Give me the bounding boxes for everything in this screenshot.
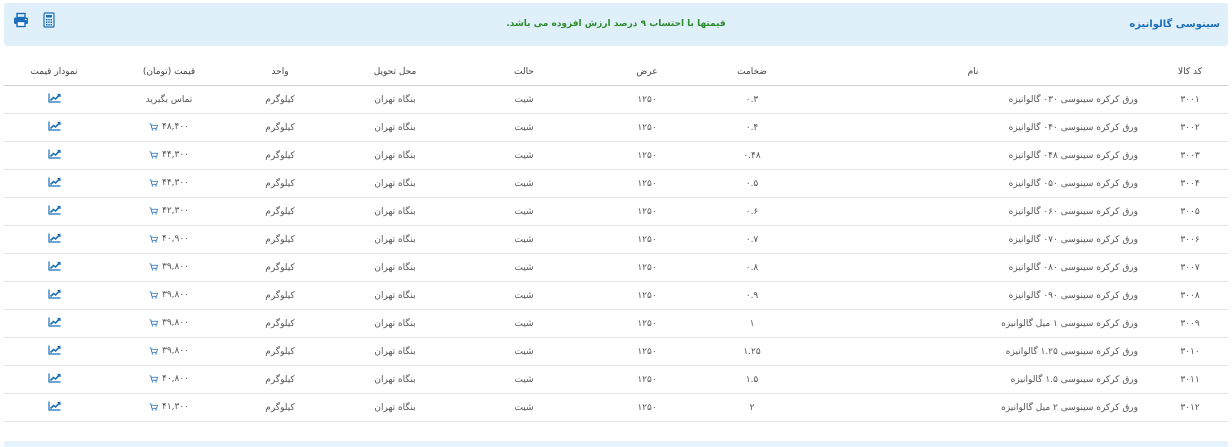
cell-delivery: بنگاه تهران bbox=[326, 394, 464, 422]
table-row bbox=[4, 198, 1228, 226]
footer-bar bbox=[4, 441, 1228, 447]
cart-icon[interactable] bbox=[149, 151, 158, 159]
cell-thickness: ۱.۲۵ bbox=[710, 338, 794, 366]
cell-code: ۳۰۰۳ bbox=[1152, 142, 1228, 170]
price-value[interactable] bbox=[149, 262, 189, 272]
cell-chart[interactable] bbox=[4, 142, 104, 170]
table-row bbox=[4, 394, 1228, 422]
price-value bbox=[146, 95, 193, 105]
header-tools bbox=[13, 12, 57, 28]
cell-delivery: بنگاه تهران bbox=[326, 226, 464, 254]
line-chart-icon[interactable] bbox=[48, 373, 61, 383]
cell-price[interactable] bbox=[104, 198, 234, 226]
price-value[interactable] bbox=[149, 290, 189, 300]
table-row bbox=[4, 142, 1228, 170]
cell-code: ۳۰۰۶ bbox=[1152, 226, 1228, 254]
price-value[interactable] bbox=[149, 374, 189, 384]
cell-unit: کیلوگرم bbox=[234, 310, 326, 338]
cell-thickness: ۰.۹ bbox=[710, 282, 794, 310]
cell-price[interactable] bbox=[104, 310, 234, 338]
cell-state: شیت bbox=[464, 310, 584, 338]
cell-state: شیت bbox=[464, 170, 584, 198]
price-text: ۴۰,۹۰۰ bbox=[161, 233, 190, 244]
cell-code: ۳۰۰۹ bbox=[1152, 310, 1228, 338]
cell-code: ۳۰۰۲ bbox=[1152, 114, 1228, 142]
cell-thickness: ۰.۳ bbox=[710, 86, 794, 114]
cell-delivery: بنگاه تهران bbox=[326, 338, 464, 366]
cell-code: ۳۰۰۴ bbox=[1152, 170, 1228, 198]
cell-code: ۳۰۰۷ bbox=[1152, 254, 1228, 282]
cart-icon[interactable] bbox=[149, 403, 158, 411]
cell-code: ۳۰۱۲ bbox=[1152, 394, 1228, 422]
price-text: تماس بگیرید bbox=[145, 94, 193, 105]
cell-delivery: بنگاه تهران bbox=[326, 366, 464, 394]
line-chart-icon[interactable] bbox=[48, 121, 61, 131]
cell-thickness: ۱ bbox=[710, 310, 794, 338]
line-chart-icon[interactable] bbox=[48, 205, 61, 215]
table-row bbox=[4, 170, 1228, 198]
cell-unit: کیلوگرم bbox=[234, 338, 326, 366]
cell-price[interactable] bbox=[104, 254, 234, 282]
cart-icon[interactable] bbox=[149, 291, 158, 299]
cart-icon[interactable] bbox=[149, 179, 158, 187]
table-row bbox=[4, 282, 1228, 310]
line-chart-icon[interactable] bbox=[48, 289, 61, 299]
price-text: ۴۸,۴۰۰ bbox=[161, 121, 190, 132]
col-header-name[interactable]: نام bbox=[794, 59, 1152, 86]
price-value[interactable] bbox=[149, 234, 189, 244]
page-title: سینوسی گالوانیزه bbox=[1129, 19, 1220, 30]
cell-code: ۳۰۱۱ bbox=[1152, 366, 1228, 394]
price-value[interactable] bbox=[149, 150, 189, 160]
cell-code: ۳۰۰۱ bbox=[1152, 86, 1228, 114]
cell-unit: کیلوگرم bbox=[234, 114, 326, 142]
cell-state: شیت bbox=[464, 338, 584, 366]
table-header-row bbox=[4, 59, 1228, 86]
cell-state: شیت bbox=[464, 114, 584, 142]
cell-width: ۱۲۵۰ bbox=[584, 86, 710, 114]
col-header-price[interactable]: قیمت (تومان) bbox=[104, 59, 234, 86]
table-row bbox=[4, 338, 1228, 366]
price-value[interactable] bbox=[149, 122, 189, 132]
line-chart-icon[interactable] bbox=[48, 149, 61, 159]
price-text: ۴۴,۳۰۰ bbox=[161, 149, 190, 160]
cell-width: ۱۲۵۰ bbox=[584, 254, 710, 282]
price-value[interactable] bbox=[149, 346, 189, 356]
cell-unit: کیلوگرم bbox=[234, 142, 326, 170]
cell-state: شیت bbox=[464, 394, 584, 422]
cell-delivery: بنگاه تهران bbox=[326, 198, 464, 226]
vat-note: قیمتها با احتساب ۹ درصد ارزش افزوده می باشد. bbox=[506, 19, 726, 29]
price-text: ۴۲,۳۰۰ bbox=[161, 205, 190, 216]
cell-unit: کیلوگرم bbox=[234, 198, 326, 226]
cell-unit: کیلوگرم bbox=[234, 254, 326, 282]
cell-delivery: بنگاه تهران bbox=[326, 114, 464, 142]
cell-delivery: بنگاه تهران bbox=[326, 142, 464, 170]
line-chart-icon[interactable] bbox=[48, 345, 61, 355]
cell-name: ورق کرکره سینوسی ۰۴۸ گالوانیزه bbox=[794, 142, 1152, 170]
line-chart-icon[interactable] bbox=[48, 401, 61, 411]
cell-thickness: ۲ bbox=[710, 394, 794, 422]
cell-delivery: بنگاه تهران bbox=[326, 86, 464, 114]
table-row bbox=[4, 86, 1228, 114]
cell-name: ورق کرکره سینوسی ۰۳۰ گالوانیزه bbox=[794, 86, 1152, 114]
cell-unit: کیلوگرم bbox=[234, 282, 326, 310]
cell-name: ورق کرکره سینوسی ۰۴۰ گالوانیزه bbox=[794, 114, 1152, 142]
cell-delivery: بنگاه تهران bbox=[326, 254, 464, 282]
line-chart-icon[interactable] bbox=[48, 93, 61, 103]
price-text: ۴۴,۳۰۰ bbox=[161, 177, 190, 188]
cell-state: شیت bbox=[464, 226, 584, 254]
cell-unit: کیلوگرم bbox=[234, 366, 326, 394]
cell-width: ۱۲۵۰ bbox=[584, 282, 710, 310]
cell-name: ورق کرکره سینوسی ۱.۵ گالوانیزه bbox=[794, 366, 1152, 394]
cart-icon[interactable] bbox=[149, 347, 158, 355]
line-chart-icon[interactable] bbox=[48, 317, 61, 327]
cell-width: ۱۲۵۰ bbox=[584, 310, 710, 338]
cell-chart[interactable] bbox=[4, 226, 104, 254]
cell-delivery: بنگاه تهران bbox=[326, 282, 464, 310]
price-value[interactable] bbox=[149, 402, 189, 412]
cell-chart[interactable] bbox=[4, 282, 104, 310]
cell-price[interactable] bbox=[104, 338, 234, 366]
cell-width: ۱۲۵۰ bbox=[584, 366, 710, 394]
cell-state: شیت bbox=[464, 142, 584, 170]
cell-state: شیت bbox=[464, 366, 584, 394]
col-header-state[interactable]: حالت bbox=[464, 59, 584, 86]
table-row bbox=[4, 310, 1228, 338]
cell-name: ورق کرکره سینوسی ۱ میل گالوانیزه bbox=[794, 310, 1152, 338]
col-header-width[interactable]: عرض bbox=[584, 59, 710, 86]
cart-icon[interactable] bbox=[149, 319, 158, 327]
header-bar bbox=[4, 3, 1228, 46]
cell-width: ۱۲۵۰ bbox=[584, 338, 710, 366]
cell-chart[interactable] bbox=[4, 198, 104, 226]
cell-thickness: ۰.۶ bbox=[710, 198, 794, 226]
cell-code: ۳۰۰۸ bbox=[1152, 282, 1228, 310]
cell-name: ورق کرکره سینوسی ۱.۲۵ گالوانیزه bbox=[794, 338, 1152, 366]
cell-price[interactable] bbox=[104, 142, 234, 170]
cell-price[interactable] bbox=[104, 394, 234, 422]
cell-price[interactable] bbox=[104, 282, 234, 310]
cell-thickness: ۱.۵ bbox=[710, 366, 794, 394]
cell-code: ۳۰۰۵ bbox=[1152, 198, 1228, 226]
price-value[interactable] bbox=[149, 178, 189, 188]
cart-icon[interactable] bbox=[149, 123, 158, 131]
cell-width: ۱۲۵۰ bbox=[584, 198, 710, 226]
cell-unit: کیلوگرم bbox=[234, 394, 326, 422]
cell-thickness: ۰.۴ bbox=[710, 114, 794, 142]
price-value[interactable] bbox=[149, 318, 189, 328]
cell-code: ۳۰۱۰ bbox=[1152, 338, 1228, 366]
cell-price[interactable] bbox=[104, 170, 234, 198]
cell-chart[interactable] bbox=[4, 170, 104, 198]
cell-chart[interactable] bbox=[4, 310, 104, 338]
cell-width: ۱۲۵۰ bbox=[584, 142, 710, 170]
price-text: ۳۹,۸۰۰ bbox=[161, 345, 190, 356]
cell-width: ۱۲۵۰ bbox=[584, 226, 710, 254]
cart-icon[interactable] bbox=[149, 235, 158, 243]
cell-unit: کیلوگرم bbox=[234, 86, 326, 114]
cell-price[interactable] bbox=[104, 226, 234, 254]
price-table bbox=[4, 59, 1228, 422]
col-header-thickness[interactable]: ضخامت bbox=[710, 59, 794, 86]
col-header-delivery[interactable]: محل تحویل bbox=[326, 59, 464, 86]
cell-name: ورق کرکره سینوسی ۲ میل گالوانیزه bbox=[794, 394, 1152, 422]
line-chart-icon[interactable] bbox=[48, 177, 61, 187]
cell-state: شیت bbox=[464, 198, 584, 226]
table-row bbox=[4, 254, 1228, 282]
cell-delivery: بنگاه تهران bbox=[326, 170, 464, 198]
price-value[interactable] bbox=[149, 206, 189, 216]
cell-price[interactable] bbox=[104, 114, 234, 142]
col-header-chart[interactable]: نمودار قیمت bbox=[4, 59, 104, 86]
table-row bbox=[4, 114, 1228, 142]
cart-icon[interactable] bbox=[149, 263, 158, 271]
cell-unit: کیلوگرم bbox=[234, 170, 326, 198]
cell-chart[interactable] bbox=[4, 394, 104, 422]
price-text: ۳۹,۸۰۰ bbox=[161, 289, 190, 300]
cell-thickness: ۰.۸ bbox=[710, 254, 794, 282]
line-chart-icon[interactable] bbox=[48, 233, 61, 243]
cell-chart[interactable] bbox=[4, 86, 104, 114]
cell-thickness: ۰.۴۸ bbox=[710, 142, 794, 170]
cell-thickness: ۰.۷ bbox=[710, 226, 794, 254]
col-header-unit[interactable]: واحد bbox=[234, 59, 326, 86]
price-text: ۴۰,۸۰۰ bbox=[161, 373, 190, 384]
print-icon[interactable] bbox=[13, 12, 29, 28]
table-row bbox=[4, 366, 1228, 394]
cell-width: ۱۲۵۰ bbox=[584, 394, 710, 422]
price-text: ۳۹,۸۰۰ bbox=[161, 317, 190, 328]
price-text: ۴۱,۳۰۰ bbox=[161, 401, 190, 412]
cart-icon[interactable] bbox=[149, 207, 158, 215]
col-header-code[interactable]: کد کالا bbox=[1152, 59, 1228, 86]
cell-name: ورق کرکره سینوسی ۰۹۰ گالوانیزه bbox=[794, 282, 1152, 310]
cell-price[interactable] bbox=[104, 366, 234, 394]
cell-thickness: ۰.۵ bbox=[710, 170, 794, 198]
table-row bbox=[4, 226, 1228, 254]
cell-name: ورق کرکره سینوسی ۰۵۰ گالوانیزه bbox=[794, 170, 1152, 198]
cell-state: شیت bbox=[464, 86, 584, 114]
line-chart-icon[interactable] bbox=[48, 261, 61, 271]
cell-name: ورق کرکره سینوسی ۰۷۰ گالوانیزه bbox=[794, 226, 1152, 254]
cell-delivery: بنگاه تهران bbox=[326, 310, 464, 338]
cell-width: ۱۲۵۰ bbox=[584, 114, 710, 142]
cell-chart[interactable] bbox=[4, 366, 104, 394]
cell-state: شیت bbox=[464, 282, 584, 310]
cell-chart[interactable] bbox=[4, 338, 104, 366]
cell-width: ۱۲۵۰ bbox=[584, 170, 710, 198]
cell-name: ورق کرکره سینوسی ۰۸۰ گالوانیزه bbox=[794, 254, 1152, 282]
cell-name: ورق کرکره سینوسی ۰۶۰ گالوانیزه bbox=[794, 198, 1152, 226]
cell-chart[interactable] bbox=[4, 114, 104, 142]
cell-state: شیت bbox=[464, 254, 584, 282]
cell-price bbox=[104, 86, 234, 114]
price-text: ۳۹,۸۰۰ bbox=[161, 261, 190, 272]
cart-icon[interactable] bbox=[149, 375, 158, 383]
cell-unit: کیلوگرم bbox=[234, 226, 326, 254]
calculator-icon[interactable] bbox=[41, 12, 57, 28]
cell-chart[interactable] bbox=[4, 254, 104, 282]
